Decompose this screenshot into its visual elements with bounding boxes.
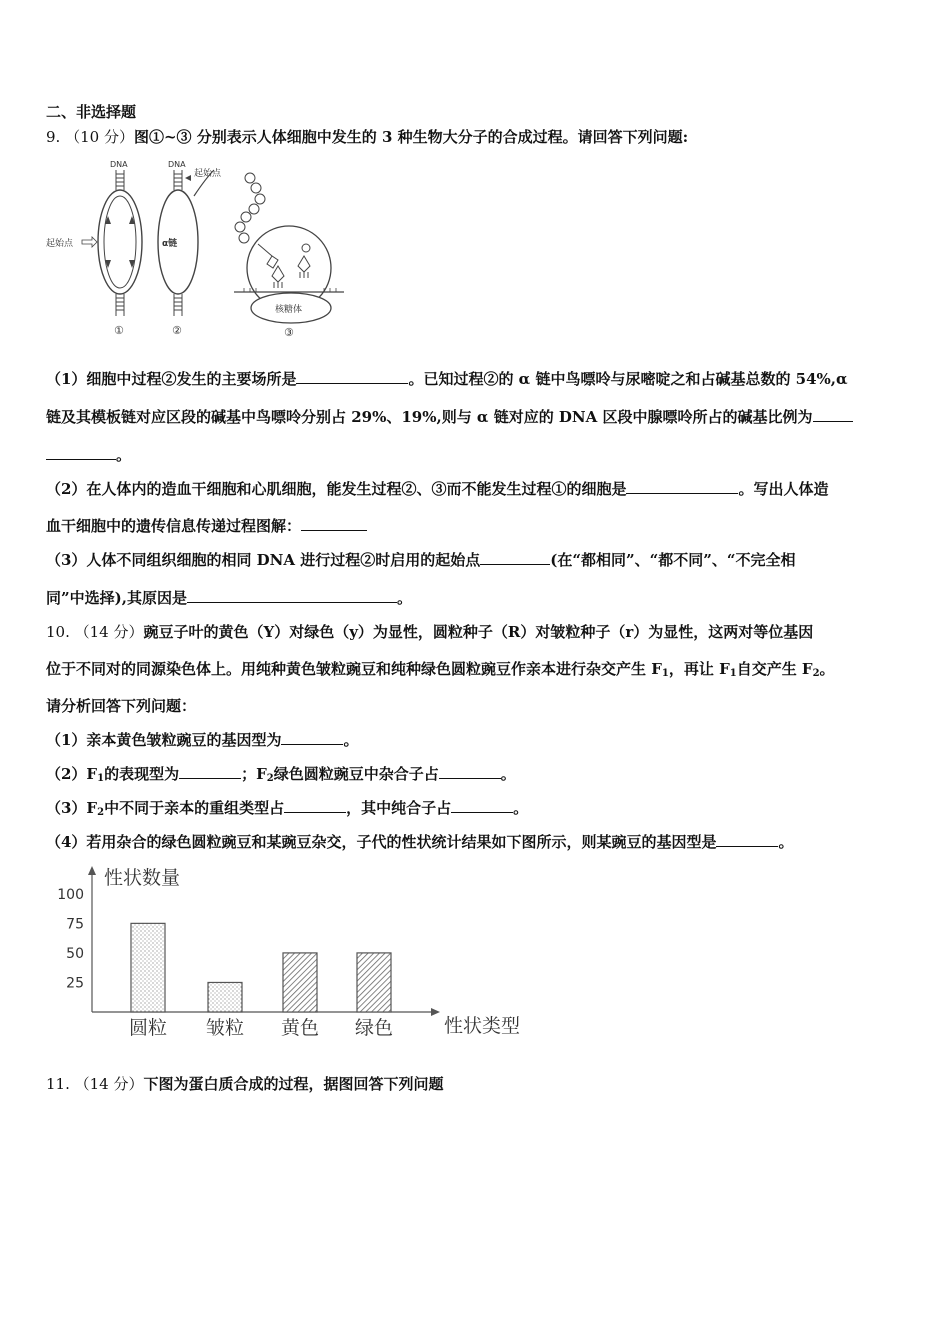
q9-p1-text-a: （1）细胞中过程②发生的主要场所是	[46, 370, 297, 388]
q9-p1-text-b: 。已知过程②的 α 链中鸟嘌呤与尿嘧啶之和占碱基总数的 54%,α	[408, 370, 848, 388]
q9-dna-label-1: DNA	[110, 160, 128, 169]
q9-part2-line2	[46, 516, 367, 536]
q9-p3-text-c: 同”中选择),其原因是	[46, 589, 187, 607]
q9-p1-blank-1[interactable]	[296, 369, 408, 384]
q9-part1-line1	[46, 369, 848, 389]
q9-p3-text-a: （3）人体不同组织细胞的相同 DNA 进行过程②时启用的起始点	[46, 551, 481, 569]
q10-p1-text-a: （1）亲本黄色皱粒豌豆的基因型为	[46, 731, 282, 749]
q9-part1-line2	[46, 407, 853, 427]
q10-p3-sub: 2	[97, 807, 105, 818]
q10-p4-text-a: （4）若用杂合的绿色圆粒豌豆和某豌豆杂交，子代的性状统计结果如下图所示，则某豌豆的基因型是	[46, 833, 717, 851]
bar-2	[208, 982, 242, 1012]
q9-part2-line1	[46, 479, 828, 499]
q9-stem-line	[46, 127, 688, 147]
q10-part4	[46, 832, 793, 852]
y-tick-label-2: 75	[66, 916, 84, 933]
q9-figure	[44, 156, 344, 340]
q9-part1-line3	[46, 445, 131, 465]
q10-p1-blank[interactable]	[281, 730, 343, 745]
dna-ladder-bottom-1	[116, 294, 124, 316]
y-axis-label: 性状数量	[104, 867, 181, 889]
y-tick-label-1: 100	[57, 886, 84, 903]
q9-p2-text-c: 血干细胞中的遗传信息传递过程图解：	[46, 517, 302, 535]
peptide-chain	[235, 173, 265, 243]
q10-p3-text-d: 。	[513, 799, 529, 817]
trait-bar-chart	[40, 862, 550, 1052]
bar-1	[131, 923, 165, 1012]
dna-ladder-bottom-2	[174, 294, 182, 316]
q9-alpha-chain-label: α链	[162, 239, 178, 249]
q10-stem-line2	[46, 659, 835, 679]
q9-p3-blank-1[interactable]	[480, 550, 550, 565]
q10-p3-text-c: ，其中纯合子占	[346, 799, 452, 817]
replication-bubble-inner	[104, 196, 136, 288]
q11-number: 11.	[46, 1075, 70, 1093]
category-label-4: 绿色	[354, 1017, 394, 1039]
q9-origin-label-left: 起始点	[46, 239, 74, 249]
q10-p2-sub2: 2	[266, 773, 274, 784]
q9-p2-blank-1[interactable]	[626, 479, 738, 494]
q10-stem-b2: ，再让 F	[668, 660, 730, 678]
q9-p1-blank-2b[interactable]	[46, 445, 116, 460]
q10-stem-sub1: 1	[661, 668, 669, 679]
category-label-3: 黄色	[280, 1017, 320, 1039]
q10-number: 10.	[46, 623, 70, 641]
replication-bubble-outer	[98, 190, 142, 294]
q9-stem: 图①~③ 分别表示人体细胞中发生的 3 种生物大分子的合成过程。请回答下列问题:	[133, 128, 689, 146]
q10-p3-text-a: （3）F	[46, 799, 98, 817]
q9-p2-text-b: 。写出人体造	[738, 480, 829, 498]
q10-score: （14 分）	[74, 623, 144, 641]
q10-stem-b1: 位于不同对的同源染色体上。用纯种黄色皱粒豌豆和纯种绿色圆粒豌豆作亲本进行杂交产生 F	[46, 660, 662, 678]
q11-score: （14 分）	[74, 1075, 144, 1093]
q10-part1	[46, 730, 358, 750]
section-title: 二、非选择题	[46, 103, 137, 121]
y-tick-label-4: 25	[66, 975, 84, 992]
q10-part2	[46, 764, 516, 784]
q9-number: 9.	[46, 128, 61, 146]
bar-4	[357, 953, 391, 1012]
y-axis-arrow-icon	[88, 866, 96, 875]
bar-3	[283, 953, 317, 1012]
dna-ladder-top-1	[116, 170, 124, 190]
q10-p2-blank-2[interactable]	[439, 764, 501, 779]
y-tick-labels	[57, 887, 84, 992]
category-labels	[129, 1017, 393, 1039]
q9-circle-1: ①	[114, 324, 124, 337]
q10-p4-blank[interactable]	[716, 832, 778, 847]
replication-arrows	[105, 216, 135, 268]
q9-p1-text-d: 。	[116, 446, 132, 464]
q10-p2-text-d: 绿色圆粒豌豆中杂合子占	[273, 765, 439, 783]
origin-arrow-icon	[82, 237, 97, 247]
q9-p1-blank-2a[interactable]	[813, 407, 853, 422]
x-axis-arrow-icon	[431, 1008, 440, 1016]
q10-stem-a: 豌豆子叶的黄色（Y）对绿色（y）为显性，圆粒种子（R）对皱粒种子（r）为显性，这两对等位基因	[143, 623, 814, 641]
q9-origin-label-right: 起始点	[194, 169, 222, 179]
category-label-1: 圆粒	[128, 1017, 168, 1039]
q9-p3-blank-2[interactable]	[187, 588, 397, 603]
q9-ribosome-label: 核糖体	[275, 305, 303, 315]
x-axis-label: 性状类型	[444, 1015, 521, 1037]
q10-p3-blank-2[interactable]	[451, 798, 513, 813]
q10-p2-text-a: （2）F	[46, 765, 98, 783]
q9-p2-blank-2[interactable]	[301, 516, 367, 531]
bars	[131, 923, 391, 1012]
q11-stem-line	[46, 1074, 444, 1094]
q10-p1-text-b: 。	[343, 731, 359, 749]
q10-p3-text-b: 中不同于亲本的重组类型占	[104, 799, 285, 817]
q10-p2-text-c: ；F	[241, 765, 267, 783]
q9-part3-line1	[46, 550, 796, 570]
q9-part3-line2	[46, 588, 412, 608]
q9-circle-2: ②	[172, 324, 182, 337]
q10-stem-line1	[46, 622, 813, 642]
q10-p2-text-b: 的表现型为	[104, 765, 180, 783]
dna-ladder-top-2	[174, 170, 182, 190]
q10-p4-text-b: 。	[778, 833, 794, 851]
origin-arrow-icon-2	[185, 175, 191, 181]
q10-stem-b4: 。	[819, 660, 835, 678]
q9-p2-text-a: （2）在人体内的造血干细胞和心肌细胞，能发生过程②、③而不能发生过程①的细胞是	[46, 480, 627, 498]
q10-part3	[46, 798, 528, 818]
q10-stem-sub3: 2	[812, 668, 820, 679]
q9-circle-3: ③	[284, 326, 294, 339]
q9-p3-text-b: (在“都相同”、“都不同”、“不完全相	[550, 551, 796, 569]
q11-stem: 下图为蛋白质合成的过程，据图回答下列问题	[143, 1075, 444, 1093]
q10-p3-blank-1[interactable]	[284, 798, 346, 813]
q10-p2-text-e: 。	[500, 765, 516, 783]
q10-p2-blank-1[interactable]	[179, 764, 241, 779]
y-tick-label-3: 50	[66, 945, 84, 962]
q9-dna-label-2: DNA	[168, 160, 186, 169]
category-label-2: 皱粒	[205, 1017, 245, 1039]
q10-stem-b3: 自交产生 F	[736, 660, 813, 678]
q10-stem-sub2: 1	[729, 668, 737, 679]
trna-molecules	[258, 244, 310, 288]
q9-p3-text-d: 。	[396, 589, 412, 607]
q10-p2-sub: 1	[97, 773, 105, 784]
q9-p1-text-c: 链及其模板链对应区段的碱基中鸟嘌呤分别占 29%、19%,则与 α 链对应的 DNA 区段中腺嘌呤所占的碱基比例为	[46, 408, 813, 426]
q9-score: （10 分）	[65, 128, 134, 146]
q10-stem-line3: 请分析回答下列问题：	[46, 697, 197, 715]
